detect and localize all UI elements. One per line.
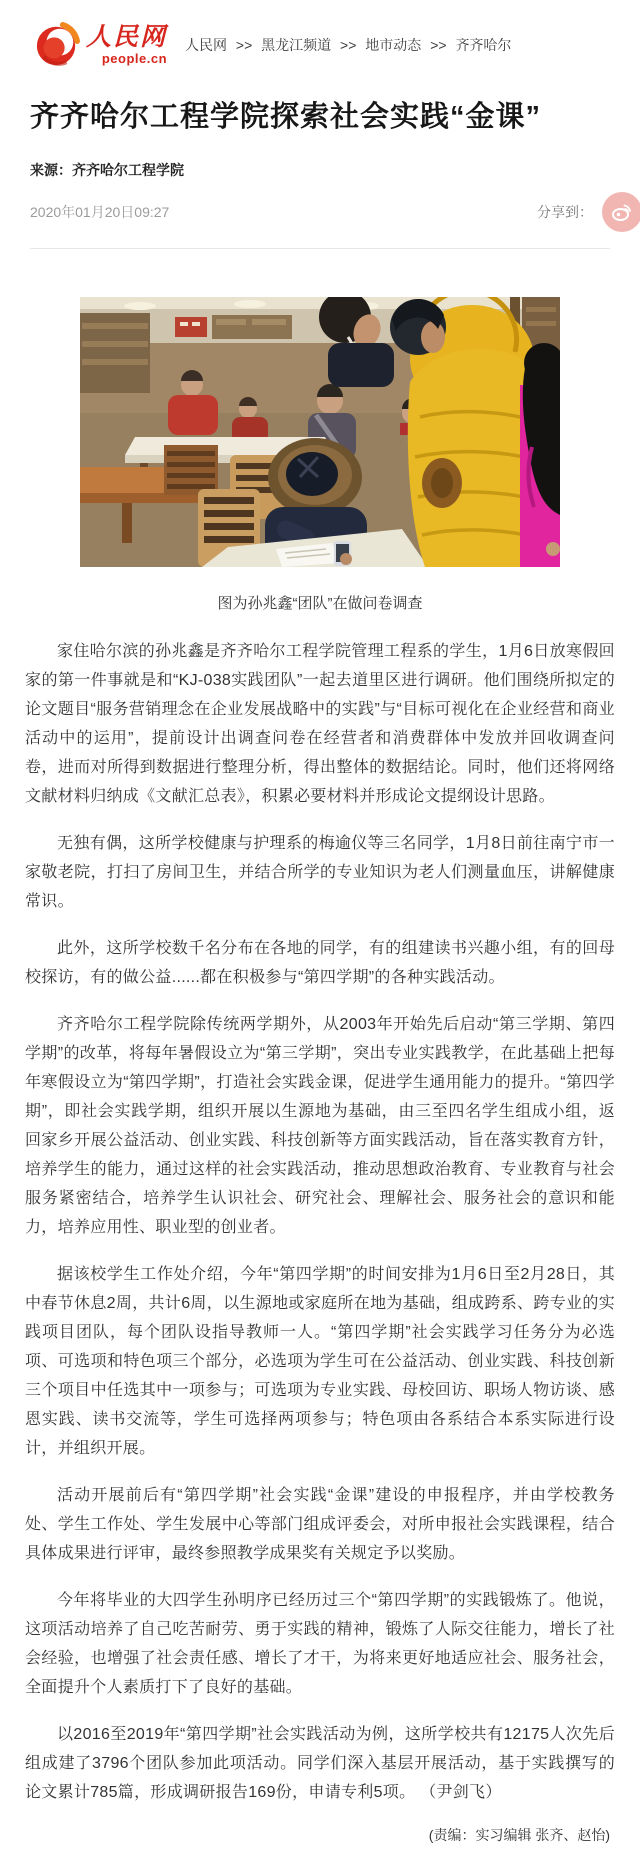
people-logo[interactable] xyxy=(34,22,167,68)
share-label: 分享到： xyxy=(537,204,593,220)
breadcrumb-item-heilongjiang[interactable]: 黑龙江频道 xyxy=(261,37,332,53)
paragraph-8: 以2016至2019年“第四学期”社会实践活动为例，这所学校共有12175人次先后组成建了3796个团队参加此项活动。同学们深入基层开展活动，基于实践撰写的论文累计785篇，形成调研报告169份，申请专利5项。 （尹剑飞） xyxy=(25,1726,615,1801)
breadcrumb-item-people[interactable]: 人民网 xyxy=(185,37,228,53)
breadcrumb-item-qiqihar[interactable]: 齐齐哈尔 xyxy=(455,37,512,53)
paragraph-4: 齐齐哈尔工程学院除传统两学期外，从2003年开始先后启动“第三学期、第四学期”的改革，将每年暑假设立为“第三学期”，突出专业实践教学，在此基础上把每年寒假设立为“第四学期”，打造社会实践金课，促进学生通用能力的提升。“第四学期”，即社会实践学期，组织开展以生源地为基础，由三至四名学生组成小组，返回家乡开展公益活动、创业实践、科技创新等方面实践活动，旨在落实教育方针，培养学生的能力，通过这样的社会实践活动，推动思想政治教育、专业教育与社会服务紧密结合，培养学生认识社会、研究社会、理解社会、服务社会的意识和能力，培养应用性、职业型的创业者。 xyxy=(25,1016,615,1236)
editor-note: (责编：实习编辑 张齐、赵怡) xyxy=(428,1827,610,1843)
breadcrumb-separator: >> xyxy=(235,37,253,53)
paragraph-5: 据该校学生工作处介绍，今年“第四学期”的时间安排为1月6日至2月28日，其中春节休息2周，共计6周，以生源地或家庭所在地为基础，组成跨系、跨专业的实践项目团队，每个团队设指导教师一人。“第四学期”社会实践学习任务分为必选项、可选项和特色项三个部分，必选项为学生可在公益活动、创业实践、科技创新三个项目中任选其中一项参与；可选项为专业实践、母校回访、职场人物访谈、感恩实践、读书交流等，学生可选择两项参与；特色项由各系结合本系实际进行设计，并组织开展。 xyxy=(25,1266,615,1457)
breadcrumb-item-local-news[interactable]: 地市动态 xyxy=(365,37,422,53)
paragraph-3: 此外，这所学校数千名分布在各地的同学，有的组建读书兴趣小组，有的回母校探访，有的做公益......都在积极参与“第四学期”的各种实践活动。 xyxy=(25,940,615,986)
breadcrumb-separator: >> xyxy=(430,37,447,53)
logo-title: 人民网 xyxy=(86,23,168,51)
breadcrumb-separator: >> xyxy=(340,37,357,53)
weibo-icon xyxy=(610,200,634,224)
paragraph-6: 活动开展前后有“第四学期”社会实践“金课”建设的申报程序，并由学校教务处、学生工作处、学生发展中心等部门组成评委会，对所申报社会实践课程，结合具体成果进行评审，最终参照教学成果奖有关规定予以奖励。 xyxy=(25,1487,615,1562)
paragraph-1: 家住哈尔滨的孙兆鑫是齐齐哈尔工程学院管理工程系的学生，1月6日放寒假回家的第一件事就是和“KJ-038实践团队”一起去道里区进行调研。他们围绕所拟定的论文题目“服务营销理念在企业发展战略中的实践”与“目标可视化在企业经营和商业活动中的运用”，提前设计出调查问卷在经营者和消费群体中发放并回收调查问卷，进而对所得到数据进行整理分析，得出整体的数据结论。同时，他们还将网络文献材料归纳成《文献汇总表》，积累必要材料并形成论文提纲设计思路。 xyxy=(25,643,615,805)
share-bar xyxy=(537,192,638,232)
article-figure xyxy=(80,297,560,613)
breadcrumb xyxy=(185,35,511,55)
article-source[interactable]: 来源：齐齐哈尔工程学院 xyxy=(30,162,184,178)
paragraph-2: 无独有偶，这所学校健康与护理系的梅逾仪等三名同学，1月8日前往南宁市一家敬老院，打扫了房间卫生，并结合所学的专业知识为老人们测量血压，讲解健康常识。 xyxy=(25,835,615,910)
article-meta-row xyxy=(30,192,640,232)
article-title: 齐齐哈尔工程学院探索社会实践“金课” xyxy=(30,101,542,133)
article-body xyxy=(25,637,615,1807)
logo-subtitle: people.cn xyxy=(101,51,168,66)
article-photo xyxy=(80,297,560,567)
site-header xyxy=(0,0,640,70)
weibo-share-button[interactable] xyxy=(602,192,640,232)
header-divider xyxy=(30,248,610,249)
paragraph-7: 今年将毕业的大四学生孙明序已经历过三个“第四学期”的实践锻炼了。他说，这项活动培养了自己吃苦耐劳、勇于实践的精神，锻炼了人际交往能力，增长了社会经验，也增强了社会责任感、增长了才干，为将来更好地适应社会、服务社会，全面提升个人素质打下了良好的基础。 xyxy=(25,1592,615,1696)
article-date: 2020年01月20日09:27 xyxy=(30,204,170,220)
cafeteria-scene-illustration xyxy=(80,297,560,567)
photo-caption: 图为孙兆鑫“团队”在做问卷调查 xyxy=(217,595,423,612)
people-globe-icon xyxy=(34,22,80,68)
